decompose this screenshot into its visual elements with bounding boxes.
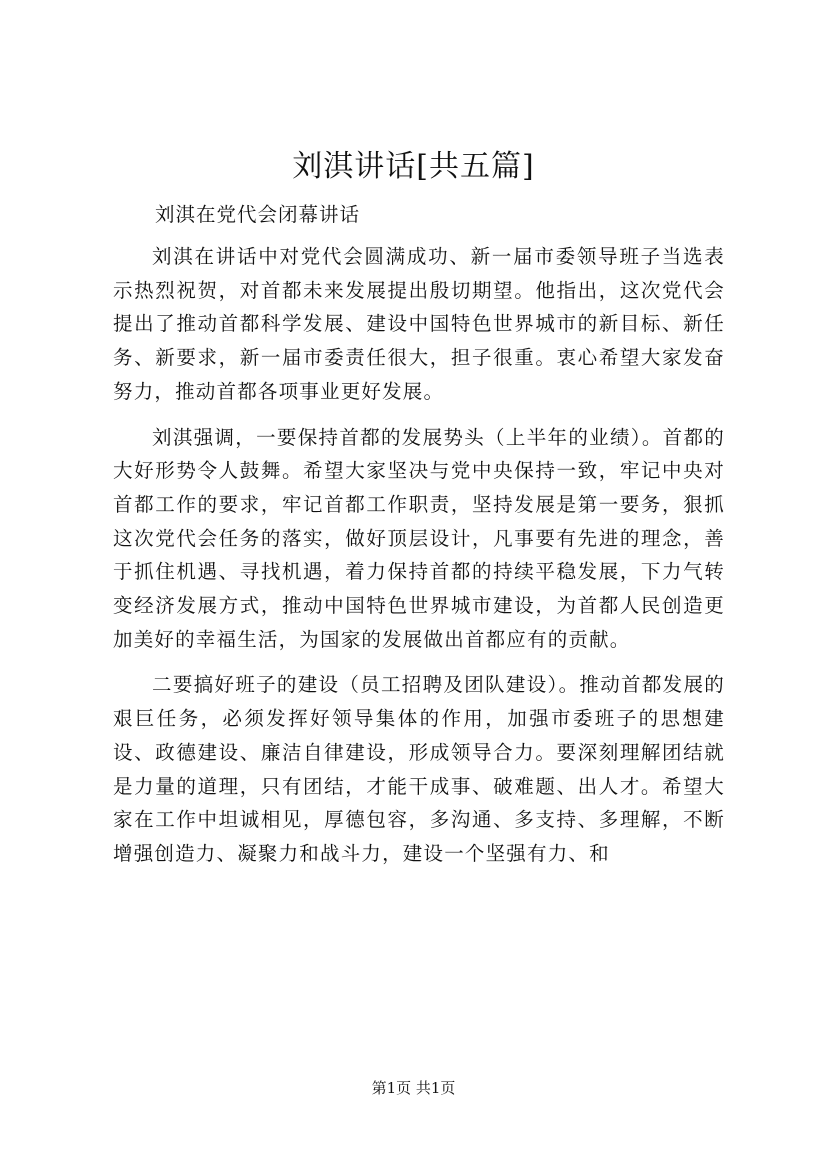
- document-title: 刘淇讲话[共五篇]: [292, 149, 535, 184]
- page-footer: 第1页 共1页: [371, 1079, 456, 1097]
- paragraph-2: 刘淇强调，一要保持首都的发展势头（上半年的业绩）。首都的大好形势令人鼓舞。希望大家坚决与党中央保持一致，牢记中央对首都工作的要求，牢记首都工作职责，坚持发展是第一要务，狠抓这次党代会任务的落实，做好顶层设计，凡事要有先进的理念，善于抓住机遇、寻找机遇，着力保持首都的持续平稳发展，下力气转变经济发展方式，推动中国特色世界城市建设，为首都人民创造更加美好的幸福生活，为国家的发展做出首都应有的贡献。: [113, 425, 725, 651]
- paragraph-3: 二要搞好班子的建设（员工招聘及团队建设）。推动首都发展的艰巨任务，必须发挥好领导集体的作用，加强市委班子的思想建设、政德建设、廉洁自律建设，形成领导合力。要深刻理解团结就是力量的道理，只有团结，才能干成事、破难题、出人才。希望大家在工作中坦诚相见，厚德包容，多沟通、多支持、多理解，不断增强创造力、凝聚力和战斗力，建设一个坚强有力、和: [113, 673, 725, 865]
- document-body: [113, 240, 725, 883]
- paragraph-1: 刘淇在讲话中对党代会圆满成功、新一届市委领导班子当选表示热烈祝贺，对首都未来发展提出殷切期望。他指出，这次党代会提出了推动首都科学发展、建设中国特色世界城市的新目标、新任务、新要求，新一届市委责任很大，担子很重。衷心希望大家发奋努力，推动首都各项事业更好发展。: [113, 245, 725, 403]
- document-subtitle: 刘淇在党代会闭幕讲话: [155, 203, 361, 226]
